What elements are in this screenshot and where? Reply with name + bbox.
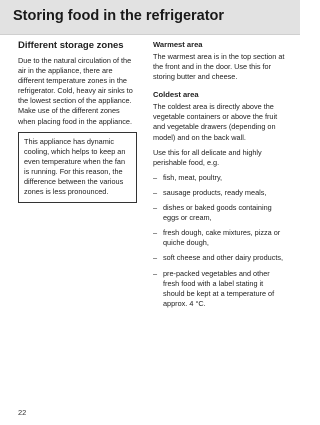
page-header [0, 0, 300, 35]
coldest-area-text: The coldest area is directly above the vegetable containers or above the fruit and vegetable drawers (depending on model) and on the back wall. [153, 102, 278, 142]
perishable-food-list [153, 173, 286, 309]
dash-bullet: – [153, 268, 158, 278]
dash-bullet: – [153, 203, 158, 213]
list-item-text: soft cheese and other dairy products, [163, 253, 284, 263]
list-item [153, 203, 286, 223]
list-item-text: sausage products, ready meals, [163, 187, 267, 197]
section-title-storage-zones: Different storage zones [18, 40, 124, 51]
storage-zones-paragraph: Due to the natural circulation of the air in the appliance, there are different temperature zones in the refrigerator. Cold, heavy air sinks to the lowest section of the appliance. Make use of the different zones when placing food in the appliance. [18, 56, 133, 126]
list-item-text: dishes or baked goods containing eggs or cream, [163, 203, 272, 223]
list-item [153, 269, 286, 309]
list-item-text: fish, meat, poultry, [163, 172, 223, 182]
dash-bullet: – [153, 187, 158, 197]
list-item [153, 228, 286, 248]
list-item [153, 253, 286, 263]
page-title: Storing food in the refrigerator [13, 8, 225, 24]
note-text: This appliance has dynamic cooling, which helps to keep an even temperature when the fan is running. For this reason, the difference between the various zones is less pronounced. [24, 136, 126, 196]
list-item [153, 173, 286, 183]
dash-bullet: – [153, 228, 158, 238]
list-item-text: fresh dough, cake mixtures, pizza or quiche dough, [163, 228, 281, 248]
list-item-text: pre-packed vegetables and other fresh food with a label stating it should be kept at a temperature of approx. 4 °C. [163, 268, 275, 308]
coldest-area-use-text: Use this for all delicate and highly perishable food, e.g. [153, 147, 262, 167]
dash-bullet: – [153, 253, 158, 263]
dynamic-cooling-note [18, 132, 137, 203]
page-number: 22 [18, 408, 27, 417]
left-column [18, 40, 137, 203]
list-item [153, 188, 286, 198]
coldest-area-heading: Coldest area [153, 90, 199, 100]
dash-bullet: – [153, 172, 158, 182]
warmest-area-text: The warmest area is in the top section at the front and in the door. Use this for storing butter and cheese. [153, 52, 285, 82]
warmest-area-heading: Warmest area [153, 40, 203, 49]
right-column [153, 40, 286, 309]
